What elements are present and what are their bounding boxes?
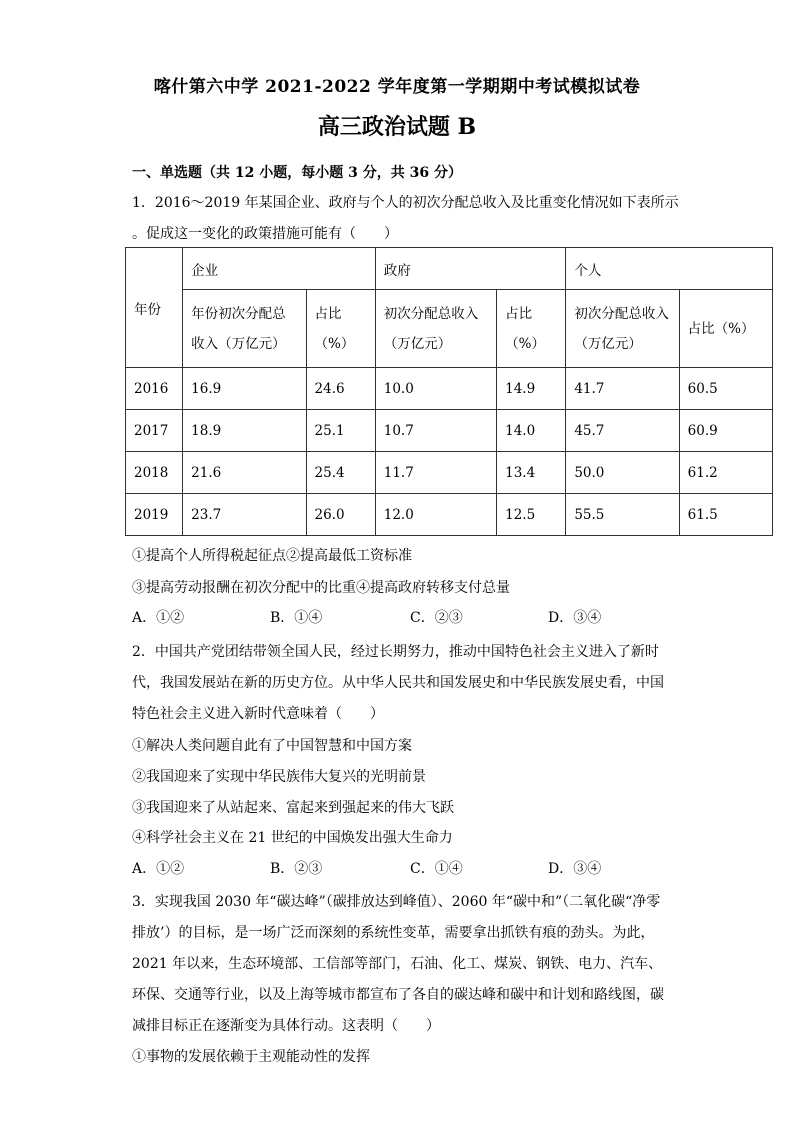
- table-cell: 16.9: [183, 368, 306, 410]
- table-cell: 14.9: [497, 368, 566, 410]
- option-c[interactable]: C．②③: [410, 610, 463, 626]
- q2-stem-line3: 特色社会主义进入新时代意味着（ ）: [132, 706, 384, 722]
- q1-item-line2: ③提高劳动报酬在初次分配中的比重④提高政府转移支付总量: [132, 580, 510, 596]
- q3-stem-line3: 2021 年以来，生态环境部、工信部等部门，石油、化工、煤炭、钢铁、电力、汽车、: [132, 956, 663, 972]
- table-cell: 23.7: [183, 494, 306, 536]
- table-cell: 14.0: [497, 410, 566, 452]
- q3-stem-line1: 3．实现我国 2030 年“碳达峰”（碳排放达到峰值）、2060 年“碳中和”（二氧化碳“净零: [132, 894, 661, 910]
- sub-header-share: 占比（%）: [679, 290, 772, 368]
- option-d[interactable]: D．③④: [548, 861, 602, 877]
- table-cell: 25.4: [306, 452, 375, 494]
- option-b[interactable]: B．②③: [270, 861, 323, 877]
- table-cell: 41.7: [566, 368, 679, 410]
- table-cell: 2016: [126, 368, 183, 410]
- table-cell: 26.0: [306, 494, 375, 536]
- table-cell: 13.4: [497, 452, 566, 494]
- option-a[interactable]: A．①②: [132, 861, 185, 877]
- table-cell: 25.1: [306, 410, 375, 452]
- table-cell: 55.5: [566, 494, 679, 536]
- group-header-enterprise: 企业: [183, 248, 376, 290]
- q2-stem-line2: 代，我国发展站在新的历史方位。从中华人民共和国发展史和中华民族发展史看，中国: [132, 675, 664, 691]
- group-header-individual: 个人: [566, 248, 773, 290]
- table-cell: 2018: [126, 452, 183, 494]
- q3-stem-line5: 减排目标正在逐渐变为具体行动。这表明（ ）: [132, 1018, 440, 1034]
- table-row: [126, 410, 773, 452]
- table-cell: 61.2: [679, 452, 772, 494]
- q2-item: ①解决人类问题自此有了中国智慧和中国方案: [132, 738, 412, 754]
- sub-header-income: 年份初次分配总收入（万亿元）: [183, 290, 306, 368]
- table-cell: 12.0: [375, 494, 496, 536]
- table-row: [126, 494, 773, 536]
- table-cell: 24.6: [306, 368, 375, 410]
- sub-header-share: 占比（%）: [497, 290, 566, 368]
- q3-stem-line2: 排放’）的目标，是一场广泛而深刻的系统性变革，需要拿出抓铁有痕的劲头。为此，: [132, 925, 655, 941]
- q3-stem-line4: 环保、交通等行业，以及上海等城市都宣布了各自的碳达峰和碳中和计划和路线图，碳: [132, 987, 664, 1003]
- option-c[interactable]: C．①④: [410, 861, 463, 877]
- table-cell: 12.5: [497, 494, 566, 536]
- table-cell: 10.0: [375, 368, 496, 410]
- income-table: [125, 247, 773, 536]
- table-cell: 45.7: [566, 410, 679, 452]
- q1-stem-line2: 。促成这一变化的政策措施可能有（ ）: [132, 226, 398, 242]
- option-d[interactable]: D．③④: [548, 610, 602, 626]
- q2-item: ③我国迎来了从站起来、富起来到强起来的伟大飞跃: [132, 800, 454, 816]
- option-a[interactable]: A．①②: [132, 610, 185, 626]
- table-cell: 21.6: [183, 452, 306, 494]
- sub-header-income: 初次分配总收入（万亿元）: [375, 290, 496, 368]
- paper-title: 高三政治试题 B: [317, 114, 477, 140]
- table-cell: 2019: [126, 494, 183, 536]
- option-b[interactable]: B．①④: [270, 610, 323, 626]
- q3-item: ①事物的发展依赖于主观能动性的发挥: [132, 1049, 370, 1065]
- table-cell: 11.7: [375, 452, 496, 494]
- table-cell: 2017: [126, 410, 183, 452]
- sub-header-share: 占比（%）: [306, 290, 375, 368]
- section-heading: 一、单选题（共 12 小题，每小题 3 分，共 36 分）: [132, 165, 462, 181]
- q1-item-line1: ①提高个人所得税起征点②提高最低工资标准: [132, 548, 412, 564]
- table-cell: 61.5: [679, 494, 772, 536]
- table-row: [126, 452, 773, 494]
- table-cell: 60.5: [679, 368, 772, 410]
- sub-header-income: 初次分配总收入（万亿元）: [566, 290, 679, 368]
- group-header-government: 政府: [375, 248, 566, 290]
- table-cell: 10.7: [375, 410, 496, 452]
- table-row: [126, 368, 773, 410]
- table-cell: 60.9: [679, 410, 772, 452]
- q1-stem-line1: 1．2016～2019 年某国企业、政府与个人的初次分配总收入及比重变化情况如下表所示: [132, 195, 679, 211]
- table-cell: 50.0: [566, 452, 679, 494]
- year-header: 年份: [126, 248, 183, 368]
- q2-item: ②我国迎来了实现中华民族伟大复兴的光明前景: [132, 769, 426, 785]
- q2-stem-line1: 2．中国共产党团结带领全国人民，经过长期努力，推动中国特色社会主义进入了新时: [132, 644, 659, 660]
- school-exam-title: 喀什第六中学 2021-2022 学年度第一学期期中考试模拟试卷: [153, 77, 641, 97]
- q2-item: ④科学社会主义在 21 世纪的中国焕发出强大生命力: [132, 830, 453, 846]
- table-cell: 18.9: [183, 410, 306, 452]
